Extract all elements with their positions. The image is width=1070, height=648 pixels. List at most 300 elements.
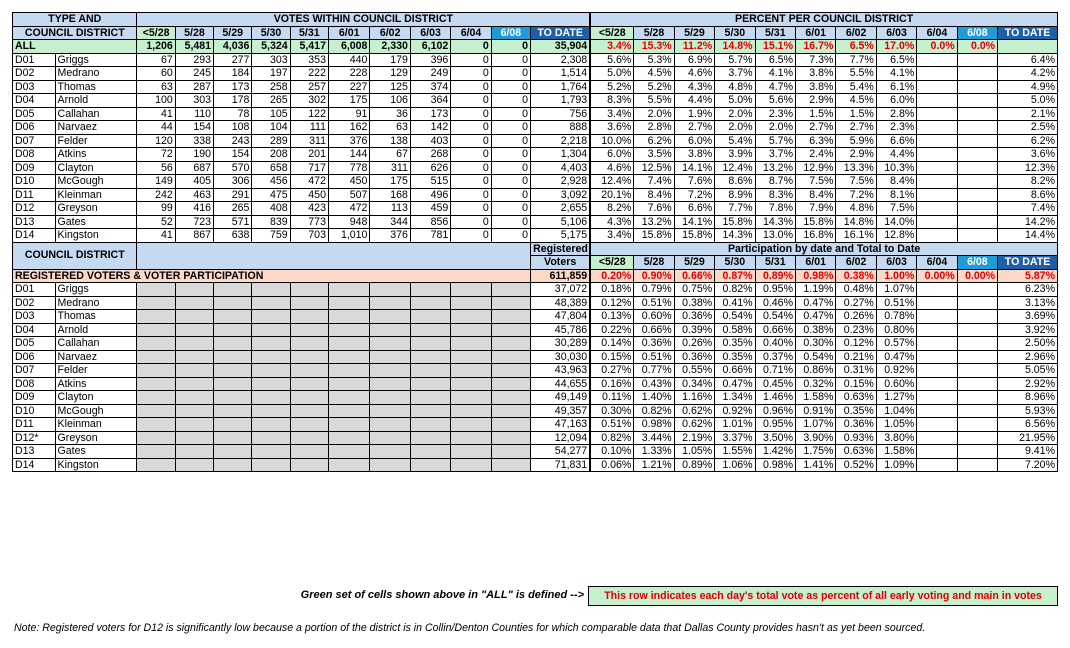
votes-cell: 687 (175, 161, 213, 175)
participation-cell: 0.15% (836, 377, 876, 391)
participation-to-date: 2.96% (998, 350, 1058, 364)
participation-cell: 0.22% (590, 323, 634, 337)
district-code: D04 (13, 323, 56, 337)
votes-cell: 249 (410, 67, 450, 81)
pct-cell: 14.1% (674, 161, 714, 175)
participation-cell: 0.80% (876, 323, 916, 337)
district-votes-row (13, 134, 1058, 148)
participation-cell: 0.95% (755, 283, 795, 297)
votes-cell: 570 (214, 161, 252, 175)
gray-cell (252, 431, 290, 445)
participation-cell: 1.55% (715, 445, 755, 459)
participation-cell: 1.04% (876, 404, 916, 418)
pct-cell: 5.5% (634, 94, 674, 108)
votes-cell: 0 (451, 161, 491, 175)
gray-cell (328, 458, 369, 472)
district-votes-row (13, 202, 1058, 216)
all-votes: 6,102 (410, 40, 450, 54)
gray-cell (328, 337, 369, 351)
pct-cell: 2.0% (634, 107, 674, 121)
participation-cell: 0.82% (590, 431, 634, 445)
pct-cell: 7.5% (876, 202, 916, 216)
pct-date-header: 6/03 (876, 26, 916, 40)
pct-cell: 3.8% (674, 148, 714, 162)
votes-cell: 184 (214, 67, 252, 81)
pct-cell: 16.8% (796, 229, 836, 243)
district-votes-row (13, 148, 1058, 162)
participation-cell: 0.10% (590, 445, 634, 459)
gray-cell (137, 445, 175, 459)
votes-cell: 67 (137, 53, 175, 67)
pct-cell: 2.7% (836, 121, 876, 135)
participation-cell: 1.05% (674, 445, 714, 459)
participation-cell: 0.52% (836, 458, 876, 472)
participation-cell: 0.27% (836, 296, 876, 310)
pct-cell: 8.3% (755, 188, 795, 202)
all-pct: 14.8% (715, 40, 755, 54)
gray-cell (491, 391, 530, 405)
pct-cell (917, 53, 957, 67)
gray-cell (328, 431, 369, 445)
pct-cell: 16.1% (836, 229, 876, 243)
pct-cell (917, 107, 957, 121)
pct-cell: 2.9% (836, 148, 876, 162)
gray-cell (491, 445, 530, 459)
votes-cell: 306 (214, 175, 252, 189)
votes-date-header: 5/30 (252, 26, 290, 40)
votes-cell: 515 (410, 175, 450, 189)
gray-cell (491, 364, 530, 378)
district-code: D04 (13, 94, 56, 108)
votes-cell: 144 (328, 148, 369, 162)
pct-cell (917, 67, 957, 81)
votes-date-header: 5/29 (214, 26, 252, 40)
votes-cell: 311 (290, 134, 328, 148)
votes-cell: 423 (290, 202, 328, 216)
votes-cell: 302 (290, 94, 328, 108)
votes-cell: 0 (491, 148, 530, 162)
gray-cell (290, 431, 328, 445)
pct-cell (917, 134, 957, 148)
votes-cell: 717 (290, 161, 328, 175)
participation-cell: 0.63% (836, 445, 876, 459)
district-name: Kleinman (55, 188, 137, 202)
pct-cell (917, 215, 957, 229)
gray-cell (252, 283, 290, 297)
district-votes-row (13, 215, 1058, 229)
pct-cell: 5.5% (836, 67, 876, 81)
pct-cell (917, 202, 957, 216)
registered-voters: 45,786 (531, 323, 591, 337)
participation-cell: 0.18% (590, 283, 634, 297)
pct-cell (917, 94, 957, 108)
pct-cell: 4.1% (876, 67, 916, 81)
gray-cell (252, 404, 290, 418)
gray-cell (137, 458, 175, 472)
votes-to-date: 5,175 (531, 229, 591, 243)
total-participation: 0.89% (755, 269, 795, 283)
votes-cell: 626 (410, 161, 450, 175)
gray-cell (451, 350, 491, 364)
votes-cell: 416 (175, 202, 213, 216)
registered-voters: 54,277 (531, 445, 591, 459)
pct-to-date: 6.2% (998, 134, 1058, 148)
district-name: Kingston (55, 229, 137, 243)
participation-to-date: 5.93% (998, 404, 1058, 418)
gray-cell (410, 404, 450, 418)
pct-cell: 4.5% (836, 94, 876, 108)
gray-cell (290, 283, 328, 297)
participation-cell: 0.41% (715, 296, 755, 310)
district-votes-row (13, 94, 1058, 108)
pct-cell: 7.4% (634, 175, 674, 189)
participation-cell: 3.44% (634, 431, 674, 445)
participation-cell (917, 323, 957, 337)
pct-cell: 7.8% (755, 202, 795, 216)
votes-cell: 459 (410, 202, 450, 216)
votes-cell: 108 (214, 121, 252, 135)
pct-cell (917, 80, 957, 94)
pct-cell: 8.2% (590, 202, 634, 216)
votes-cell: 303 (252, 53, 290, 67)
votes-cell: 179 (370, 53, 410, 67)
pct-cell: 13.2% (755, 161, 795, 175)
gray-cell (137, 323, 175, 337)
pct-cell: 8.4% (796, 188, 836, 202)
blank-header (137, 242, 531, 269)
pct-cell: 14.1% (674, 215, 714, 229)
participation-cell (917, 445, 957, 459)
pct-to-date: 6.4% (998, 53, 1058, 67)
pct-cell: 5.6% (590, 53, 634, 67)
percent-title: PERCENT PER COUNCIL DISTRICT (590, 13, 1057, 27)
pct-cell: 13.3% (836, 161, 876, 175)
district-name: McGough (55, 175, 137, 189)
votes-cell: 658 (252, 161, 290, 175)
participation-cell: 1.01% (715, 418, 755, 432)
district-name: Callahan (55, 337, 137, 351)
votes-cell: 113 (370, 202, 410, 216)
participation-cell (917, 431, 957, 445)
pct-cell: 2.0% (715, 121, 755, 135)
votes-cell: 0 (451, 215, 491, 229)
gray-cell (491, 431, 530, 445)
votes-cell: 472 (328, 202, 369, 216)
district-votes-row (13, 161, 1058, 175)
voters-header: Voters (531, 256, 591, 270)
registered-voters: 47,163 (531, 418, 591, 432)
participation-cell: 3.80% (876, 431, 916, 445)
gray-cell (410, 391, 450, 405)
participation-cell: 0.36% (674, 310, 714, 324)
participation-cell: 0.91% (796, 404, 836, 418)
type-header-2: COUNCIL DISTRICT (13, 26, 137, 40)
votes-cell: 475 (252, 188, 290, 202)
district-name: Medrano (55, 296, 137, 310)
participation-cell: 3.37% (715, 431, 755, 445)
participation-cell: 0.60% (634, 310, 674, 324)
registered-voters: 48,389 (531, 296, 591, 310)
gray-cell (410, 350, 450, 364)
gray-cell (290, 404, 328, 418)
participation-cell: 0.57% (876, 337, 916, 351)
votes-cell: 36 (370, 107, 410, 121)
participation-cell (957, 458, 997, 472)
pct-cell (957, 175, 997, 189)
gray-cell (410, 310, 450, 324)
gray-cell (370, 337, 410, 351)
gray-cell (410, 296, 450, 310)
participation-to-date: 21.95% (998, 431, 1058, 445)
gray-cell (175, 445, 213, 459)
legend (0, 586, 1060, 606)
gray-cell (451, 404, 491, 418)
participation-cell: 0.93% (836, 431, 876, 445)
participation-cell (957, 323, 997, 337)
participation-to-date: 7.20% (998, 458, 1058, 472)
pct-cell: 7.5% (836, 175, 876, 189)
pct-cell (957, 161, 997, 175)
pct-cell: 5.7% (715, 53, 755, 67)
gray-cell (451, 296, 491, 310)
pct-cell: 15.8% (674, 229, 714, 243)
pct-cell: 3.8% (796, 67, 836, 81)
registered-voters: 43,963 (531, 364, 591, 378)
gray-cell (252, 364, 290, 378)
gray-cell (370, 323, 410, 337)
pct-cell: 8.4% (876, 175, 916, 189)
votes-to-date: 1,764 (531, 80, 591, 94)
gray-cell (290, 458, 328, 472)
district-code: D11 (13, 418, 56, 432)
participation-cell: 0.38% (796, 323, 836, 337)
gray-cell (410, 283, 450, 297)
participation-cell: 0.36% (836, 418, 876, 432)
part-date-header: <5/28 (590, 256, 634, 270)
votes-cell: 105 (252, 107, 290, 121)
votes-cell: 228 (328, 67, 369, 81)
part-date-header: 6/03 (876, 256, 916, 270)
votes-cell: 867 (175, 229, 213, 243)
district-votes-row (13, 229, 1058, 243)
participation-cell: 0.21% (836, 350, 876, 364)
pct-date-header: 5/30 (715, 26, 755, 40)
legend-box: This row indicates each day's total vote as percent of all early voting and main in votes (588, 586, 1058, 606)
total-participation: 1.00% (876, 269, 916, 283)
gray-cell (410, 418, 450, 432)
participation-cell: 0.51% (634, 350, 674, 364)
votes-cell: 311 (370, 161, 410, 175)
gray-cell (328, 310, 369, 324)
gray-cell (491, 310, 530, 324)
participation-cell: 1.58% (796, 391, 836, 405)
votes-cell: 405 (175, 175, 213, 189)
gray-cell (290, 310, 328, 324)
all-pct-to-date (998, 40, 1058, 54)
votes-date-header: 6/08 (491, 26, 530, 40)
all-pct: 0.0% (917, 40, 957, 54)
gray-cell (290, 350, 328, 364)
gray-cell (491, 337, 530, 351)
district-name: Griggs (55, 53, 137, 67)
votes-cell: 173 (214, 80, 252, 94)
gray-cell (175, 458, 213, 472)
participation-cell: 0.43% (634, 377, 674, 391)
pct-cell: 1.5% (836, 107, 876, 121)
participation-cell: 0.86% (796, 364, 836, 378)
district-registered-row (13, 391, 1058, 405)
gray-cell (410, 323, 450, 337)
votes-cell: 0 (491, 175, 530, 189)
gray-cell (410, 431, 450, 445)
participation-cell: 0.35% (836, 404, 876, 418)
gray-cell (137, 296, 175, 310)
votes-cell: 376 (370, 229, 410, 243)
participation-cell: 0.15% (590, 350, 634, 364)
district-name: Arnold (55, 323, 137, 337)
votes-cell: 78 (214, 107, 252, 121)
votes-cell: 0 (451, 67, 491, 81)
pct-cell: 4.6% (674, 67, 714, 81)
gray-cell (328, 445, 369, 459)
pct-cell: 8.1% (876, 188, 916, 202)
votes-to-date-header: TO DATE (531, 26, 591, 40)
participation-cell: 0.32% (796, 377, 836, 391)
participation-title: Participation by date and Total to Date (590, 242, 1057, 256)
district-name: Arnold (55, 94, 137, 108)
total-participation: 0.66% (674, 269, 714, 283)
pct-cell: 13.0% (755, 229, 795, 243)
gray-cell (370, 350, 410, 364)
votes-cell: 463 (175, 188, 213, 202)
participation-cell: 0.62% (674, 418, 714, 432)
votes-cell: 100 (137, 94, 175, 108)
votes-cell: 638 (214, 229, 252, 243)
pct-cell: 2.9% (796, 94, 836, 108)
gray-cell (451, 418, 491, 432)
district-votes-row (13, 53, 1058, 67)
registered-header: Registered (531, 242, 591, 256)
gray-cell (328, 283, 369, 297)
pct-cell (957, 67, 997, 81)
participation-cell: 0.16% (590, 377, 634, 391)
pct-date-header: 5/29 (674, 26, 714, 40)
pct-cell: 5.7% (755, 134, 795, 148)
gray-cell (214, 445, 252, 459)
district-registered-row (13, 323, 1058, 337)
district-registered-row (13, 337, 1058, 351)
gray-cell (370, 296, 410, 310)
votes-cell: 353 (290, 53, 328, 67)
pct-cell: 10.0% (590, 134, 634, 148)
votes-to-date: 2,308 (531, 53, 591, 67)
district-votes-row (13, 121, 1058, 135)
participation-cell: 0.54% (796, 350, 836, 364)
pct-cell: 3.8% (796, 80, 836, 94)
pct-cell: 2.8% (634, 121, 674, 135)
gray-cell (491, 296, 530, 310)
participation-cell: 1.41% (796, 458, 836, 472)
participation-cell (917, 458, 957, 472)
participation-cell: 1.21% (634, 458, 674, 472)
gray-cell (175, 377, 213, 391)
gray-cell (370, 458, 410, 472)
pct-cell (917, 121, 957, 135)
gray-cell (137, 364, 175, 378)
pct-cell: 3.5% (634, 148, 674, 162)
pct-cell: 1.9% (674, 107, 714, 121)
pct-cell: 6.0% (674, 134, 714, 148)
gray-cell (370, 364, 410, 378)
votes-cell: 403 (410, 134, 450, 148)
participation-cell: 0.11% (590, 391, 634, 405)
participation-cell (957, 445, 997, 459)
all-pct: 16.7% (796, 40, 836, 54)
district-name: Clayton (55, 391, 137, 405)
votes-cell: 63 (370, 121, 410, 135)
pct-date-header: 6/08 (957, 26, 997, 40)
pct-cell: 2.3% (755, 107, 795, 121)
district-code: D01 (13, 53, 56, 67)
participation-cell: 0.79% (634, 283, 674, 297)
district-votes-row (13, 67, 1058, 81)
district-name: Clayton (55, 161, 137, 175)
votes-cell: 44 (137, 121, 175, 135)
pct-cell: 12.5% (634, 161, 674, 175)
district-code: D07 (13, 364, 56, 378)
votes-cell: 175 (370, 175, 410, 189)
votes-cell: 0 (451, 121, 491, 135)
participation-cell: 0.12% (590, 296, 634, 310)
total-participation-to-date: 5.87% (998, 269, 1058, 283)
pct-cell (957, 188, 997, 202)
gray-cell (252, 391, 290, 405)
votes-cell: 63 (137, 80, 175, 94)
participation-cell: 0.31% (836, 364, 876, 378)
district-code: D11 (13, 188, 56, 202)
pct-cell: 3.4% (590, 229, 634, 243)
participation-cell: 1.40% (634, 391, 674, 405)
registered-total-label: REGISTERED VOTERS & VOTER PARTICIPATION (13, 269, 531, 283)
votes-cell: 338 (175, 134, 213, 148)
votes-to-date: 1,304 (531, 148, 591, 162)
gray-cell (328, 350, 369, 364)
gray-cell (451, 377, 491, 391)
participation-cell: 1.07% (876, 283, 916, 297)
gray-cell (137, 310, 175, 324)
all-votes: 0 (491, 40, 530, 54)
district-code: D14 (13, 229, 56, 243)
votes-cell: 245 (175, 67, 213, 81)
all-label: ALL (13, 40, 137, 54)
registered-voters: 30,289 (531, 337, 591, 351)
participation-to-date: 6.23% (998, 283, 1058, 297)
participation-cell: 0.98% (634, 418, 674, 432)
pct-to-date: 8.6% (998, 188, 1058, 202)
participation-cell: 1.33% (634, 445, 674, 459)
gray-cell (491, 418, 530, 432)
gray-cell (175, 418, 213, 432)
pct-cell: 14.3% (715, 229, 755, 243)
votes-cell: 839 (252, 215, 290, 229)
pct-cell: 6.3% (796, 134, 836, 148)
participation-cell (917, 391, 957, 405)
pct-cell: 15.8% (634, 229, 674, 243)
pct-cell: 2.0% (755, 121, 795, 135)
district-code: D13 (13, 445, 56, 459)
votes-to-date: 2,655 (531, 202, 591, 216)
council-header-row-1 (13, 242, 1058, 256)
